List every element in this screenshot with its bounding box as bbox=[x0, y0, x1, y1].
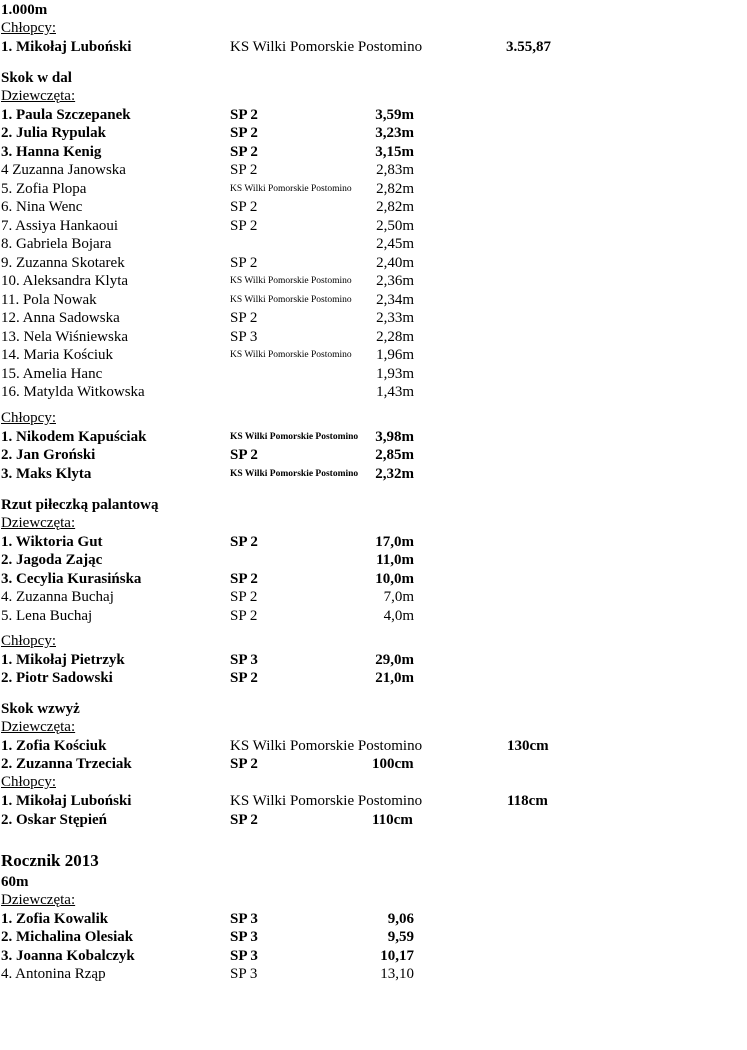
result-value: 2,83m bbox=[376, 162, 414, 178]
result-value: 3,23m bbox=[375, 125, 414, 141]
group-label: Chłopcy: bbox=[1, 774, 56, 790]
athlete-name: 4. Antonina Rząp bbox=[1, 966, 106, 982]
club-name: SP 2 bbox=[230, 144, 258, 160]
result-row bbox=[1, 651, 741, 669]
athlete-name: 3. Hanna Kenig bbox=[1, 144, 102, 160]
section-heading: 1.000m bbox=[1, 2, 48, 18]
athlete-name: 1. Zofia Kościuk bbox=[1, 738, 107, 754]
athlete-name: 1. Mikołaj Luboński bbox=[1, 39, 132, 55]
result-row bbox=[1, 328, 741, 346]
section-heading: Rzut piłeczką palantową bbox=[1, 497, 159, 513]
result-value: 1,43m bbox=[376, 384, 414, 400]
athlete-name: 4 Zuzanna Janowska bbox=[1, 162, 126, 178]
club-name: SP 2 bbox=[230, 812, 258, 828]
result-row bbox=[1, 428, 741, 446]
result-row bbox=[1, 446, 741, 464]
result-row bbox=[1, 198, 741, 216]
club-name: SP 3 bbox=[230, 929, 258, 945]
result-row bbox=[1, 533, 741, 551]
club-name: SP 2 bbox=[230, 447, 258, 463]
result-value: 9,59 bbox=[387, 929, 414, 945]
result-row bbox=[1, 965, 741, 983]
club-name: KS Wilki Pomorskie Postomino bbox=[230, 184, 352, 194]
result-row bbox=[1, 272, 741, 290]
result-row bbox=[1, 588, 741, 606]
section-heading: Skok w dal bbox=[1, 70, 72, 86]
result-row bbox=[1, 383, 741, 401]
club-name: SP 2 bbox=[230, 218, 258, 234]
athlete-name: 1. Mikołaj Luboński bbox=[1, 793, 132, 809]
result-row bbox=[1, 124, 741, 142]
result-row bbox=[1, 309, 741, 327]
result-row bbox=[1, 38, 741, 56]
result-row bbox=[1, 607, 741, 625]
result-value: 21,0m bbox=[375, 670, 414, 686]
section-heading: Rocznik 2013 bbox=[1, 851, 99, 870]
athlete-name: 4. Zuzanna Buchaj bbox=[1, 589, 114, 605]
result-row bbox=[1, 928, 741, 946]
group-label: Dziewczęta: bbox=[1, 719, 76, 735]
result-value: 2,33m bbox=[376, 310, 414, 326]
result-row bbox=[1, 180, 741, 198]
result-value: 9,06 bbox=[387, 911, 414, 927]
club-name: KS Wilki Pomorskie Postomino bbox=[230, 295, 352, 305]
athlete-name: 5. Lena Buchaj bbox=[1, 608, 93, 624]
club-name: KS Wilki Pomorskie Postomino bbox=[230, 738, 423, 754]
club-name: SP 2 bbox=[230, 310, 258, 326]
athlete-name: 2. Jagoda Zając bbox=[1, 552, 103, 568]
club-name: SP 2 bbox=[230, 162, 258, 178]
athlete-name: 2. Julia Rypulak bbox=[1, 125, 106, 141]
club-name: SP 3 bbox=[230, 652, 258, 668]
result-value: 2,34m bbox=[376, 292, 414, 308]
result-row bbox=[1, 792, 741, 810]
group-label: Dziewczęta: bbox=[1, 892, 76, 908]
club-name: SP 2 bbox=[230, 199, 258, 215]
club-name: SP 3 bbox=[230, 948, 258, 964]
result-row bbox=[1, 217, 741, 235]
result-row bbox=[1, 365, 741, 383]
group-label: Dziewczęta: bbox=[1, 515, 76, 531]
athlete-name: 1. Paula Szczepanek bbox=[1, 107, 131, 123]
result-row bbox=[1, 346, 741, 364]
result-value: 7,0m bbox=[383, 589, 414, 605]
club-name: SP 2 bbox=[230, 571, 258, 587]
result-row bbox=[1, 910, 741, 928]
result-row bbox=[1, 551, 741, 569]
result-value: 3,98m bbox=[375, 429, 414, 445]
section-heading: 60m bbox=[1, 874, 29, 890]
result-row bbox=[1, 755, 741, 773]
result-value: 110cm bbox=[372, 812, 413, 828]
result-row bbox=[1, 669, 741, 687]
result-value: 10,17 bbox=[380, 948, 414, 964]
result-row bbox=[1, 737, 741, 755]
athlete-name: 2. Michalina Olesiak bbox=[1, 929, 134, 945]
athlete-name: 6. Nina Wenc bbox=[1, 199, 83, 215]
result-value: 1,93m bbox=[376, 366, 414, 382]
club-name: SP 2 bbox=[230, 255, 258, 271]
result-value: 100cm bbox=[372, 756, 414, 772]
group-label: Dziewczęta: bbox=[1, 88, 76, 104]
club-name: SP 2 bbox=[230, 107, 258, 123]
club-name: KS Wilki Pomorskie Postomino bbox=[230, 469, 359, 479]
result-row bbox=[1, 811, 741, 829]
result-value: 3.55,87 bbox=[506, 39, 551, 55]
athlete-name: 11. Pola Nowak bbox=[1, 292, 97, 308]
result-value: 3,15m bbox=[375, 144, 414, 160]
club-name: SP 2 bbox=[230, 534, 258, 550]
athlete-name: 14. Maria Kościuk bbox=[1, 347, 114, 363]
athlete-name: 13. Nela Wiśniewska bbox=[1, 329, 129, 345]
result-value: 2,28m bbox=[376, 329, 414, 345]
athlete-name: 1. Nikodem Kapuściak bbox=[1, 429, 147, 445]
result-value: 3,59m bbox=[375, 107, 414, 123]
result-value: 17,0m bbox=[375, 534, 414, 550]
athlete-name: 2. Jan Groński bbox=[1, 447, 96, 463]
athlete-name: 15. Amelia Hanc bbox=[1, 366, 103, 382]
club-name: SP 3 bbox=[230, 329, 258, 345]
result-value: 11,0m bbox=[376, 552, 414, 568]
result-row bbox=[1, 465, 741, 483]
result-value: 4,0m bbox=[383, 608, 414, 624]
section-heading: Skok wzwyż bbox=[1, 701, 80, 717]
athlete-name: 16. Matylda Witkowska bbox=[1, 384, 145, 400]
athlete-name: 3. Maks Klyta bbox=[1, 466, 92, 482]
result-value: 130cm bbox=[507, 738, 549, 754]
athlete-name: 2. Piotr Sadowski bbox=[1, 670, 113, 686]
athlete-name: 5. Zofia Plopa bbox=[1, 181, 87, 197]
result-value: 10,0m bbox=[375, 571, 414, 587]
athlete-name: 10. Aleksandra Klyta bbox=[1, 273, 129, 289]
club-name: SP 3 bbox=[230, 911, 258, 927]
athlete-name: 7. Assiya Hankaoui bbox=[1, 218, 119, 234]
club-name: SP 2 bbox=[230, 670, 258, 686]
club-name: KS Wilki Pomorskie Postomino bbox=[230, 432, 359, 442]
athlete-name: 2. Zuzanna Trzeciak bbox=[1, 756, 132, 772]
result-value: 13,10 bbox=[380, 966, 414, 982]
result-row bbox=[1, 143, 741, 161]
result-value: 2,82m bbox=[376, 199, 414, 215]
club-name: SP 3 bbox=[230, 966, 258, 982]
result-row bbox=[1, 570, 741, 588]
result-row bbox=[1, 254, 741, 272]
athlete-name: 1. Wiktoria Gut bbox=[1, 534, 103, 550]
result-value: 2,82m bbox=[376, 181, 414, 197]
club-name: SP 2 bbox=[230, 756, 258, 772]
club-name: SP 2 bbox=[230, 589, 258, 605]
result-row bbox=[1, 235, 741, 253]
club-name: KS Wilki Pomorskie Postomino bbox=[230, 39, 423, 55]
club-name: KS Wilki Pomorskie Postomino bbox=[230, 793, 423, 809]
athlete-name: 1. Zofia Kowalik bbox=[1, 911, 109, 927]
result-row bbox=[1, 106, 741, 124]
result-value: 1,96m bbox=[376, 347, 414, 363]
athlete-name: 2. Oskar Stępień bbox=[1, 812, 107, 828]
result-value: 2,32m bbox=[375, 466, 414, 482]
athlete-name: 12. Anna Sadowska bbox=[1, 310, 120, 326]
result-value: 2,40m bbox=[376, 255, 414, 271]
result-value: 2,36m bbox=[376, 273, 414, 289]
result-value: 2,45m bbox=[376, 236, 414, 252]
athlete-name: 1. Mikołaj Pietrzyk bbox=[1, 652, 125, 668]
result-value: 29,0m bbox=[375, 652, 414, 668]
club-name: SP 2 bbox=[230, 125, 258, 141]
group-label: Chłopcy: bbox=[1, 410, 56, 426]
result-row bbox=[1, 161, 741, 179]
athlete-name: 3. Joanna Kobalczyk bbox=[1, 948, 135, 964]
result-value: 118cm bbox=[507, 793, 548, 809]
result-row bbox=[1, 947, 741, 965]
group-label: Chłopcy: bbox=[1, 633, 56, 649]
result-value: 2,50m bbox=[376, 218, 414, 234]
club-name: SP 2 bbox=[230, 608, 258, 624]
athlete-name: 8. Gabriela Bojara bbox=[1, 236, 112, 252]
club-name: KS Wilki Pomorskie Postomino bbox=[230, 276, 352, 286]
result-row bbox=[1, 291, 741, 309]
athlete-name: 3. Cecylia Kurasińska bbox=[1, 571, 142, 587]
group-label: Chłopcy: bbox=[1, 20, 56, 36]
result-value: 2,85m bbox=[375, 447, 414, 463]
club-name: KS Wilki Pomorskie Postomino bbox=[230, 350, 352, 360]
athlete-name: 9. Zuzanna Skotarek bbox=[1, 255, 125, 271]
